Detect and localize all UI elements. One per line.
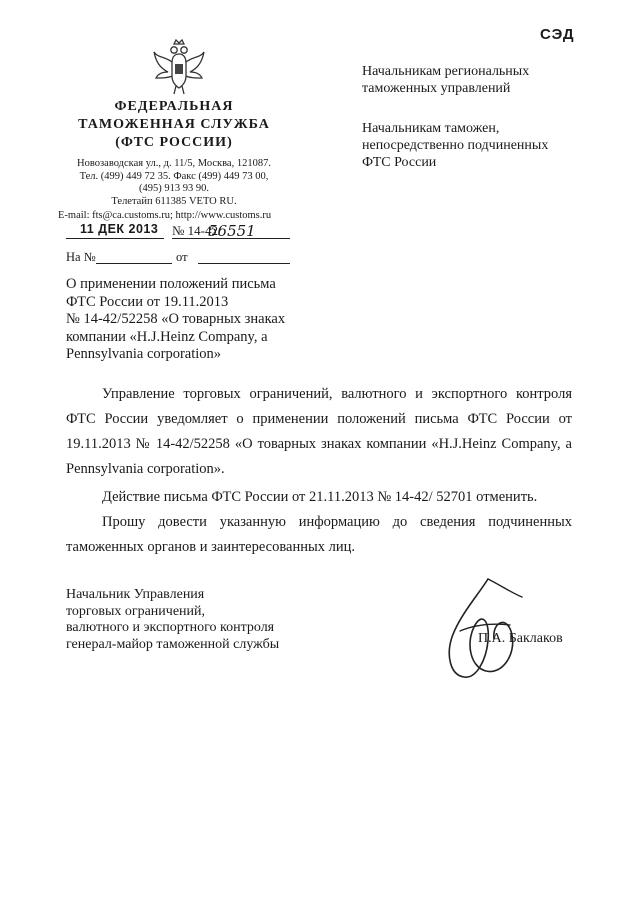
body-paragraph: Управление торговых ограничений, валютного и экспортного контроля ФТС России уведомляет о применении положений письма ФТС России от 19.11.2013 № 14-42/52258 «О товарных знаках компании «H.J.Heinz Company, a Pennsylvania corporation».	[66, 386, 572, 477]
body-paragraph: Действие письма ФТС России от 21.11.2013 № 14-42/ 52701 отменить.	[102, 489, 538, 505]
signatory-title	[66, 587, 279, 653]
reference-number-label: На №	[66, 250, 96, 264]
signatory-title-line: валютного и экспортного контроля	[66, 620, 275, 635]
reference-row	[66, 250, 296, 268]
reference-date-label: от	[176, 250, 188, 264]
divider	[66, 238, 164, 239]
registration-row	[66, 222, 296, 244]
letter-subject: О применении положений письма ФТС России от 19.11.2013 № 14-42/52258 «О товарных знаках компании «H.J.Heinz Company, a Pennsylvania corporation»	[66, 276, 286, 362]
signatory-title-line: Начальник Управления	[66, 587, 205, 602]
divider	[172, 238, 290, 239]
signer-name: П.А. Баклаков	[478, 631, 563, 646]
signatory-title-line: генерал-майор таможенной службы	[66, 636, 280, 652]
emblem-icon	[150, 38, 208, 96]
addressee-customs	[362, 120, 548, 171]
org-name-abbrev: (ФТС РОССИИ)	[115, 135, 233, 150]
body-paragraph: Прошу довести указанную информацию до сведения подчиненных таможенных органов и заинтересованных лиц.	[66, 514, 572, 555]
org-name-line: ТАМОЖЕННАЯ СЛУЖБА	[78, 117, 270, 132]
registration-number-label: № 14-42/	[172, 223, 222, 238]
document-mark: СЭД	[540, 26, 575, 43]
divider	[96, 263, 172, 264]
addressee-text: Начальникам региональных таможенных управлений	[362, 64, 530, 96]
address-line: Новозаводская ул., д. 11/5, Москва, 121087.	[77, 158, 271, 169]
org-name-line: ФЕДЕРАЛЬНАЯ	[114, 99, 234, 114]
addressee-regional	[362, 63, 529, 97]
phone-line: (495) 913 93 90.	[139, 183, 209, 194]
phone-line: Тел. (499) 449 72 35. Факс (499) 449 73 00,	[79, 170, 269, 182]
registration-number-handwritten: 56551	[208, 222, 256, 240]
contact-info	[44, 158, 304, 208]
signatory-title-line: торговых ограничений,	[66, 603, 206, 619]
divider	[198, 263, 290, 264]
addressee-text: Начальникам таможен, непосредственно подчиненных ФТС России	[362, 121, 549, 170]
handwritten-signature	[430, 575, 550, 685]
registration-date-stamp: 11 ДЕК 2013	[80, 222, 159, 236]
teletype-line: Телетайп 611385 VETO RU.	[111, 195, 237, 207]
email-line: E-mail: fts@ca.customs.ru; http://www.customs.ru	[58, 210, 272, 221]
